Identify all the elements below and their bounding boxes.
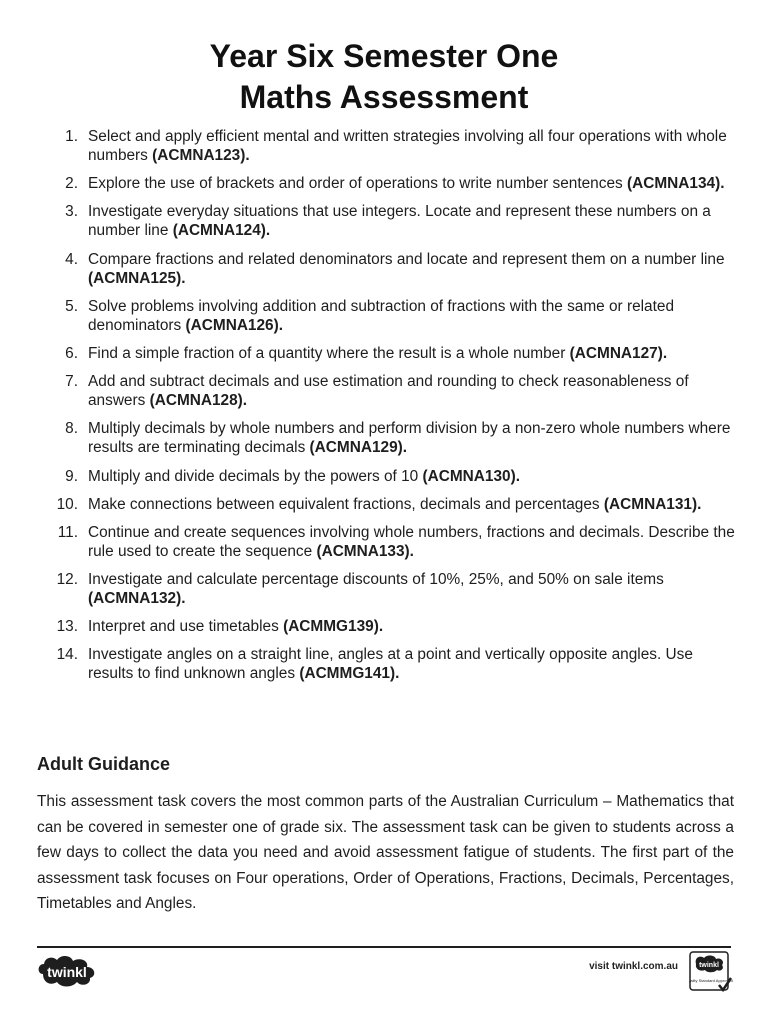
objective-item xyxy=(37,467,737,486)
curriculum-code: (ACMMG141). xyxy=(299,665,400,683)
guidance-paragraph: This assessment task covers the most common parts of the Australian Curriculum – Mathematics that can be covered in semester one of grade six. The assessment task can be given to students across a few days to collect the data you need and avoid assessment fatigue of students. The first part of the assessment task focuses on Four operations, Order of Operations, Fractions, Decimals, Percentages, Timetables and Angles. xyxy=(37,793,734,912)
objective-text: Interpret and use timetables xyxy=(88,618,284,636)
objective-item xyxy=(37,127,737,165)
objective-number: 7. xyxy=(65,373,78,391)
objective-text: Investigate and calculate percentage discounts of 10%, 25%, and 50% on sale items xyxy=(88,571,664,589)
curriculum-code: (ACMNA130). xyxy=(422,467,520,485)
objective-item xyxy=(37,202,737,240)
objective-text: Investigate everyday situations that use integers. Locate and represent these numbers on a number line xyxy=(88,203,711,240)
objective-number: 4. xyxy=(65,250,78,268)
objective-text: Select and apply efficient mental and written strategies involving all four operations with whole numbers xyxy=(88,128,727,164)
objective-item xyxy=(37,419,737,457)
objective-number: 14. xyxy=(56,646,78,664)
objective-text: Find a simple fraction of a quantity where the result is a whole number xyxy=(88,344,570,362)
objective-number: 9. xyxy=(65,467,78,485)
objective-item xyxy=(37,570,737,608)
title-line-2: Maths Assessment xyxy=(239,79,529,115)
objective-text: Add and subtract decimals and use estimation and rounding to check reasonableness of answers xyxy=(88,373,689,410)
curriculum-code: (ACMNA134). xyxy=(626,175,725,193)
objective-text: Explore the use of brackets and order of operations to write number sentences xyxy=(88,175,627,193)
curriculum-code: (ACMNA124). xyxy=(172,222,271,240)
footer-divider xyxy=(37,946,731,948)
objective-number: 1. xyxy=(65,128,78,145)
objectives-list xyxy=(37,127,737,693)
objective-text: Continue and create sequences involving whole numbers, fractions and decimals. Describe the rule used to create the sequence xyxy=(88,523,735,560)
objective-item xyxy=(37,372,737,410)
badge-brand: twinkl xyxy=(699,962,719,969)
page-title xyxy=(0,36,768,118)
curriculum-code: (ACMNA131). xyxy=(603,495,702,513)
curriculum-code: (ACMNA133). xyxy=(316,542,414,560)
title-line-1: Year Six Semester One xyxy=(209,38,559,74)
objective-item xyxy=(37,250,737,288)
objective-text: Multiply and divide decimals by the powers of 10 xyxy=(88,467,423,485)
curriculum-code: (ACMNA123). xyxy=(152,147,250,164)
twinkl-logo xyxy=(35,952,99,990)
curriculum-code: (ACMNA128). xyxy=(149,392,248,410)
objective-number: 2. xyxy=(65,175,78,193)
objective-number: 5. xyxy=(65,297,78,315)
logo-text: twinkl xyxy=(47,964,87,980)
objective-text: Investigate angles on a straight line, angles at a point and vertically opposite angles. Use results to find unknown angles xyxy=(88,646,693,683)
objective-number: 3. xyxy=(65,203,78,221)
objective-number: 6. xyxy=(65,344,78,362)
twinkl-logo-icon xyxy=(35,952,99,990)
footer-url[interactable]: visit twinkl.com.au xyxy=(589,961,678,972)
objective-text: Make connections between equivalent fractions, decimals and percentages xyxy=(88,495,604,513)
objective-number: 13. xyxy=(56,618,78,636)
objective-item xyxy=(37,344,737,363)
curriculum-code: (ACMMG139). xyxy=(283,618,384,636)
objective-item xyxy=(37,495,737,514)
guidance-heading: Adult Guidance xyxy=(37,754,171,774)
quality-badge xyxy=(689,951,733,993)
objective-number: 11. xyxy=(57,523,78,541)
objective-item xyxy=(37,645,737,683)
objective-item xyxy=(37,174,737,193)
objective-number: 8. xyxy=(65,420,78,438)
objective-text: Compare fractions and related denominators and locate and represent them on a number line xyxy=(88,250,725,268)
objective-number: 10. xyxy=(56,495,78,513)
objective-text: Solve problems involving addition and subtraction of fractions with the same or related denominators xyxy=(88,297,675,334)
curriculum-code: (ACMNA125). xyxy=(88,269,186,287)
badge-text: Quality Standard Approved xyxy=(689,978,733,983)
curriculum-code: (ACMNA129). xyxy=(309,439,408,457)
quality-badge-icon xyxy=(689,951,733,993)
curriculum-code: (ACMNA127). xyxy=(569,344,668,362)
curriculum-code: (ACMNA126). xyxy=(185,316,284,334)
objective-number: 12. xyxy=(56,571,78,589)
objective-item xyxy=(37,523,737,561)
objective-item xyxy=(37,617,737,636)
curriculum-code: (ACMNA132). xyxy=(88,590,186,608)
objective-item xyxy=(37,297,737,335)
objective-text: Multiply decimals by whole numbers and perform division by a non-zero whole numbers where results are terminating decimals xyxy=(88,420,731,457)
